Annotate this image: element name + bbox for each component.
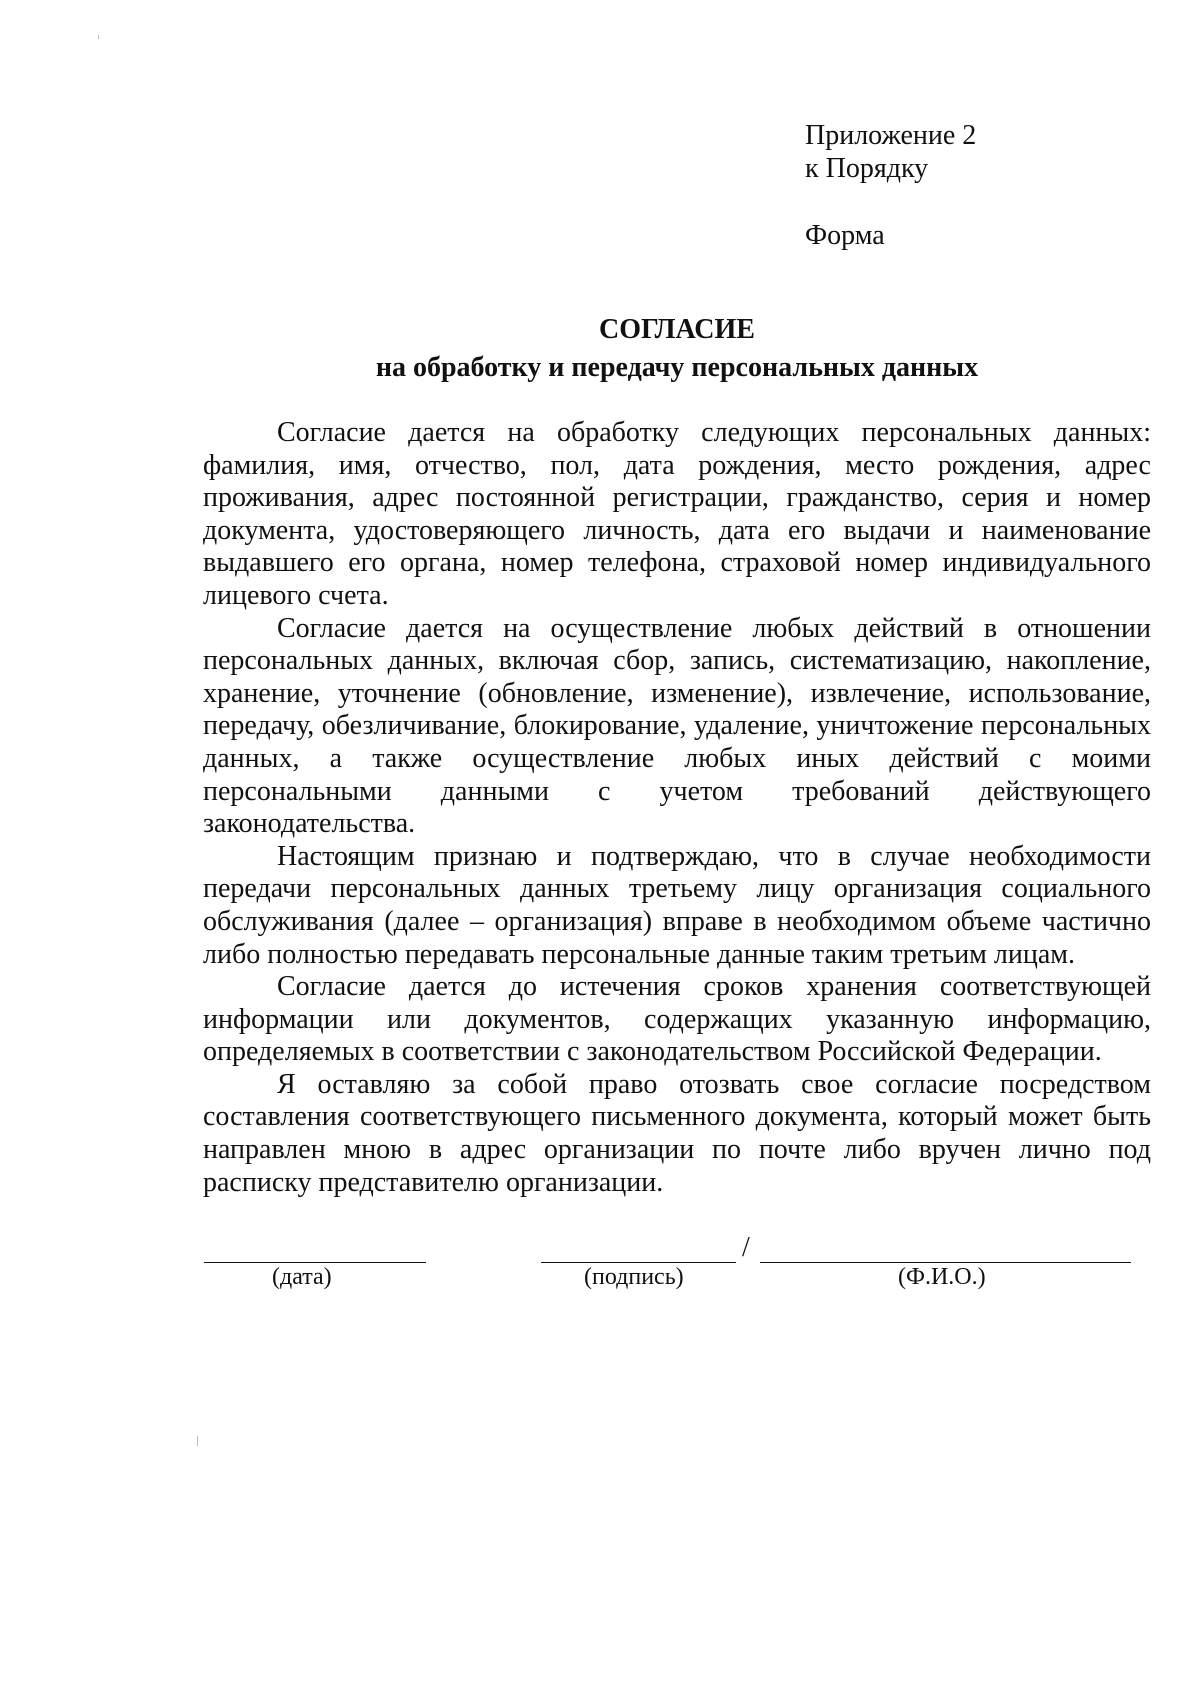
paragraph-revocation-right: Я оставляю за собой право отозвать свое согласие посредством составления соответствующего письменного документа, который может быть направлен мною в адрес организации по почте либо вручен лично под расписку представителю организации. <box>203 1068 1151 1198</box>
appendix-line-1: Приложение 2 <box>805 120 977 151</box>
signature-caption: (подпись) <box>584 1264 684 1290</box>
full-name-caption: (Ф.И.О.) <box>898 1264 986 1290</box>
paragraph-third-party-transfer: Настоящим признаю и подтверждаю, что в случае необходимости передачи персональных данных третьему лицу организация социального обслуживания (далее – организация) вправе в необходимом объеме частично либо полностью передавать персональные данные таким третьим лицам. <box>203 840 1151 970</box>
scan-artifact-mark <box>197 1436 198 1446</box>
document-body <box>203 417 1151 1199</box>
scan-artifact-mark <box>98 35 99 39</box>
paragraph-validity-period: Согласие дается до истечения сроков хранения соответствующей информации или документов, содержащих указанную информацию, определяемых в соответствии с законодательством Российской Федерации. <box>203 971 1151 1068</box>
form-label: Форма <box>805 220 885 251</box>
paragraph-actions-scope: Согласие дается на осуществление любых действий в отношении персональных данных, включая сбор, запись, систематизацию, накопление, хранение, уточнение (обновление, изменение), извлечение, использование, передачу, обезличивание, блокирование, удаление, уничтожение персональных данных, а также осуществление любых иных действий с моими персональными данными с учетом требований действующего законодательства. <box>203 612 1151 840</box>
date-caption: (дата) <box>272 1264 332 1290</box>
paragraph-data-scope: Согласие дается на обработку следующих персональных данных: фамилия, имя, отчество, пол, дата рождения, место рождения, адрес проживания, адрес постоянной регистрации, гражданство, серия и номер документа, удостоверяющего личность, дата его выдачи и наименование выдавшего его органа, номер телефона, страховой номер индивидуального лицевого счета. <box>203 417 1151 611</box>
document-title: СОГЛАСИЕ <box>599 314 755 345</box>
appendix-reference <box>805 119 976 185</box>
document-subtitle: на обработку и передачу персональных данных <box>375 352 979 383</box>
appendix-line-2: к Порядку <box>805 153 929 184</box>
signature-separator: / <box>742 1232 750 1263</box>
